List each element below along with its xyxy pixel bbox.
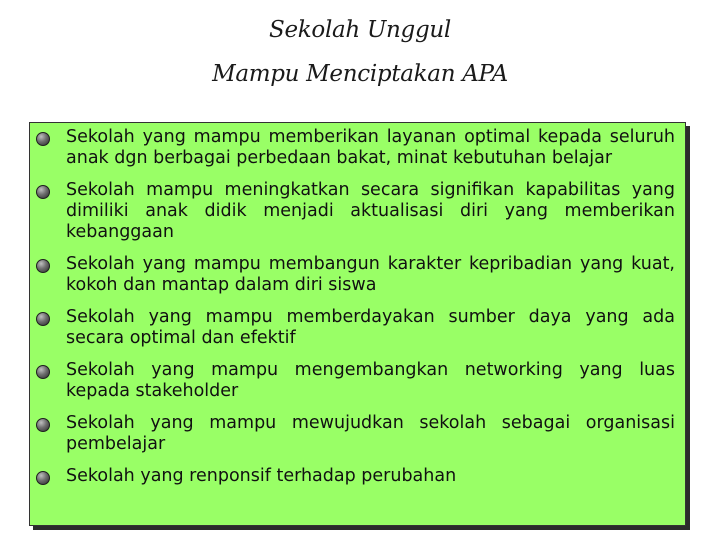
list-item-text: Sekolah yang renponsif terhadap perubahan: [66, 466, 457, 486]
bullet-dot-icon: [36, 259, 50, 273]
list-item: [36, 360, 675, 402]
list-item-text: Sekolah yang mampu memberikan layanan optimal kepada seluruh anak dgn berbagai perbedaan bakat, minat kebutuhan belajar: [66, 127, 675, 168]
bullet-dot-icon: [36, 312, 50, 326]
content-panel: [29, 122, 686, 526]
list-item: [36, 466, 675, 487]
list-item: [36, 413, 675, 455]
list-item: [36, 127, 675, 169]
list-item: [36, 180, 675, 243]
list-item-text: Sekolah yang mampu mewujudkan sekolah sebagai organisasi pembelajar: [66, 413, 675, 454]
list-item: [36, 254, 675, 296]
bullet-dot-icon: [36, 418, 50, 432]
list-item-text: Sekolah yang mampu memberdayakan sumber daya yang ada secara optimal dan efektif: [66, 307, 675, 348]
bullet-dot-icon: [36, 471, 50, 485]
bullet-dot-icon: [36, 185, 50, 199]
title-line-1: Sekolah Unggul: [269, 17, 451, 43]
title-line-2: Mampu Menciptakan APA: [212, 61, 508, 87]
list-item-text: Sekolah yang mampu mengembangkan networking yang luas kepada stakeholder: [66, 360, 675, 401]
list-item-text: Sekolah mampu meningkatkan secara signifikan kapabilitas yang dimiliki anak didik menjadi aktualisasi diri yang memberikan kebanggaan: [66, 180, 675, 242]
slide-title: [0, 8, 720, 96]
list-item-text: Sekolah yang mampu membangun karakter kepribadian yang kuat, kokoh dan mantap dalam diri siswa: [66, 254, 675, 295]
bullet-dot-icon: [36, 132, 50, 146]
bullet-dot-icon: [36, 365, 50, 379]
bullet-list: [36, 127, 675, 487]
list-item: [36, 307, 675, 349]
